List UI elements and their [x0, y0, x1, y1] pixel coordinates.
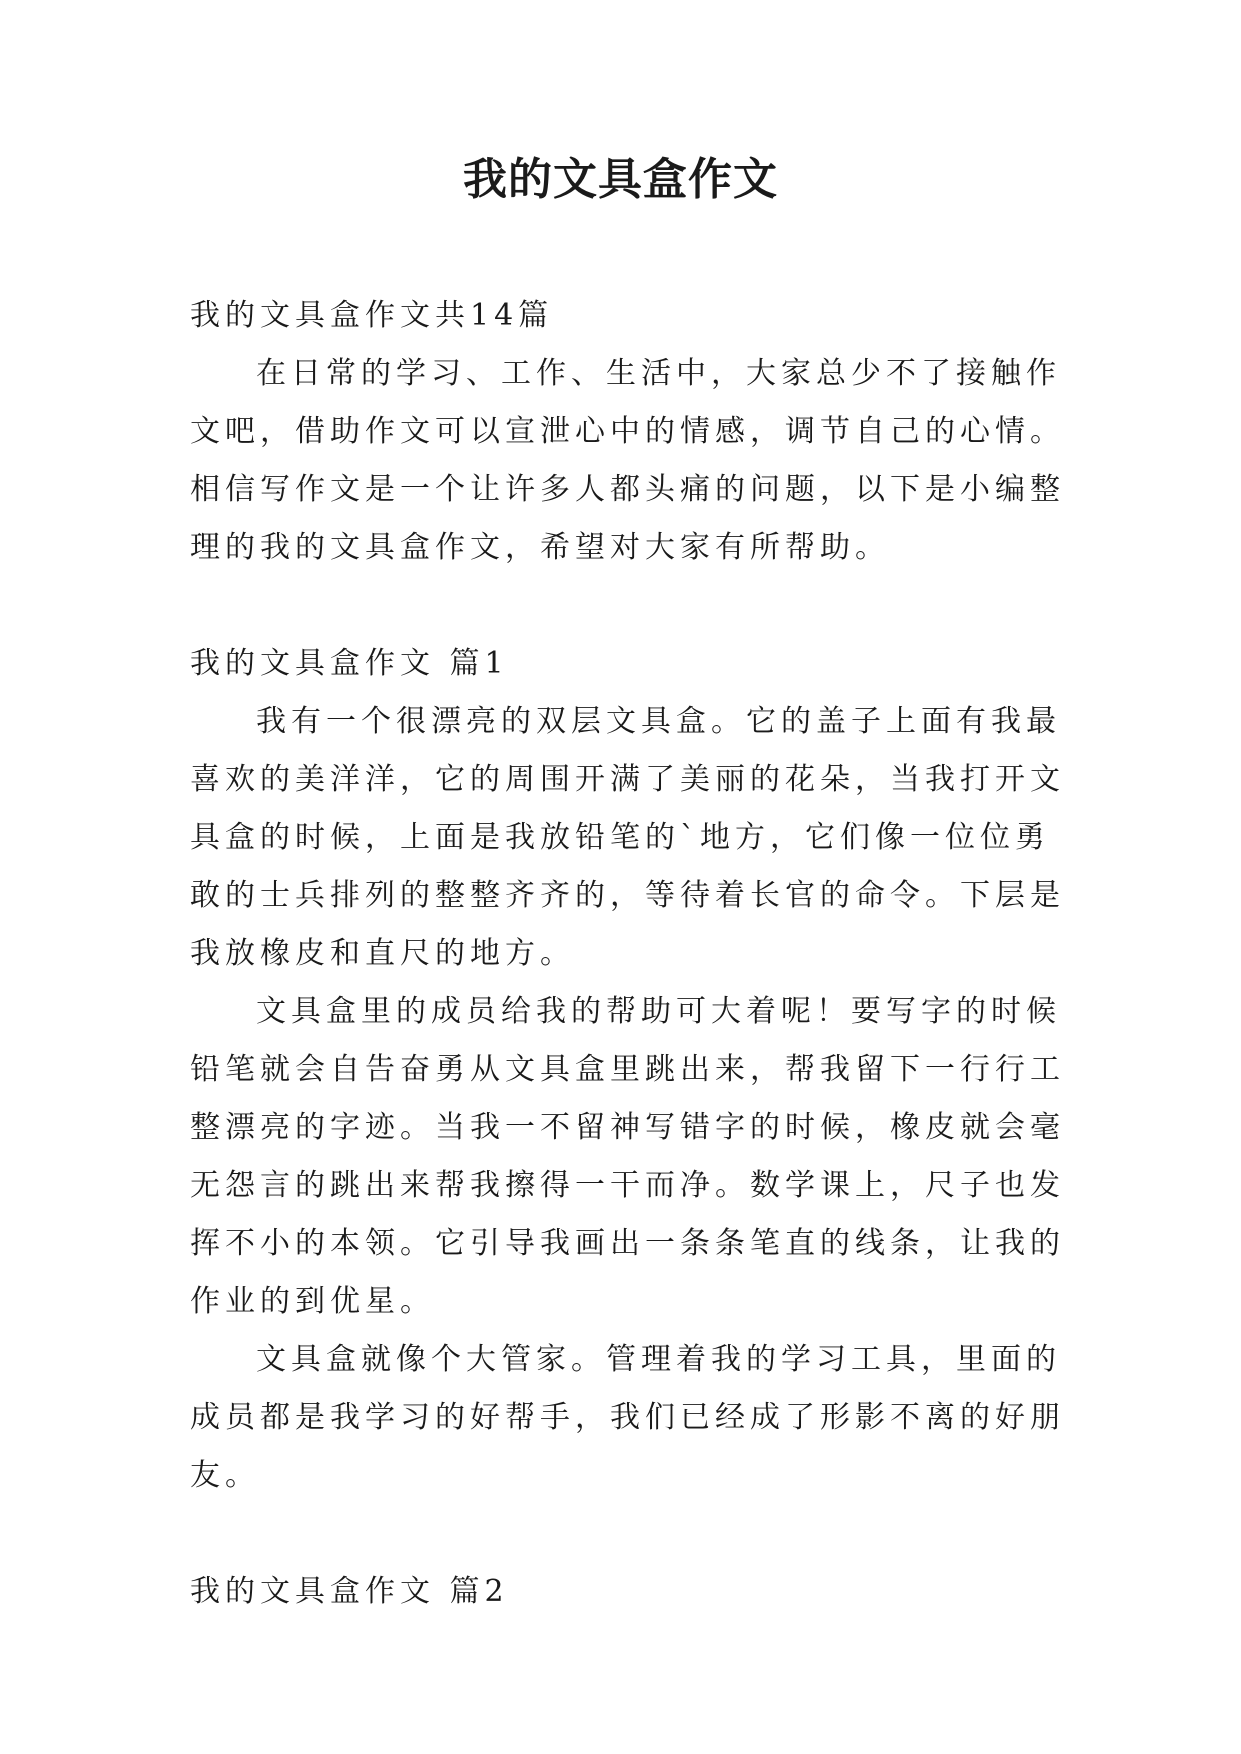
section-heading: 我的文具盒作文 篇1 — [190, 646, 509, 681]
section-paragraph: 文具盒里的成员给我的帮助可大着呢！要写字的时候铅笔就会自告奋勇从文具盒里跳出来，帮我留下一行行工整漂亮的字迹。当我一不留神写错字的时候，橡皮就会毫无怨言的跳出来帮我擦得一干而净。数学课上，尺子也发挥不小的本领。它引导我画出一条条笔直的线条，让我的作业的到优星。 — [190, 994, 1065, 1319]
spacer — [190, 1505, 1070, 1563]
document-body — [190, 287, 1070, 1621]
section-heading: 我的文具盒作文 篇2 — [190, 1574, 509, 1609]
section-paragraph: 文具盒就像个大管家。管理着我的学习工具，里面的成员都是我学习的好帮手，我们已经成了形影不离的好朋友。 — [190, 1342, 1065, 1493]
document-subtitle: 我的文具盒作文共14篇 — [190, 298, 554, 333]
document-title: 我的文具盒作文 — [463, 154, 778, 205]
section-paragraph: 我有一个很漂亮的双层文具盒。它的盖子上面有我最喜欢的美洋洋，它的周围开满了美丽的花朵，当我打开文具盒的时候，上面是我放铅笔的`地方，它们像一位位勇敢的士兵排列的整整齐齐的，等待着长官的命令。下层是我放橡皮和直尺的地方。 — [190, 704, 1065, 971]
spacer — [190, 577, 1070, 635]
intro-paragraph: 在日常的学习、工作、生活中，大家总少不了接触作文吧，借助作文可以宣泄心中的情感，调节自己的心情。相信写作文是一个让许多人都头痛的问题，以下是小编整理的我的文具盒作文，希望对大家有所帮助。 — [190, 356, 1065, 565]
